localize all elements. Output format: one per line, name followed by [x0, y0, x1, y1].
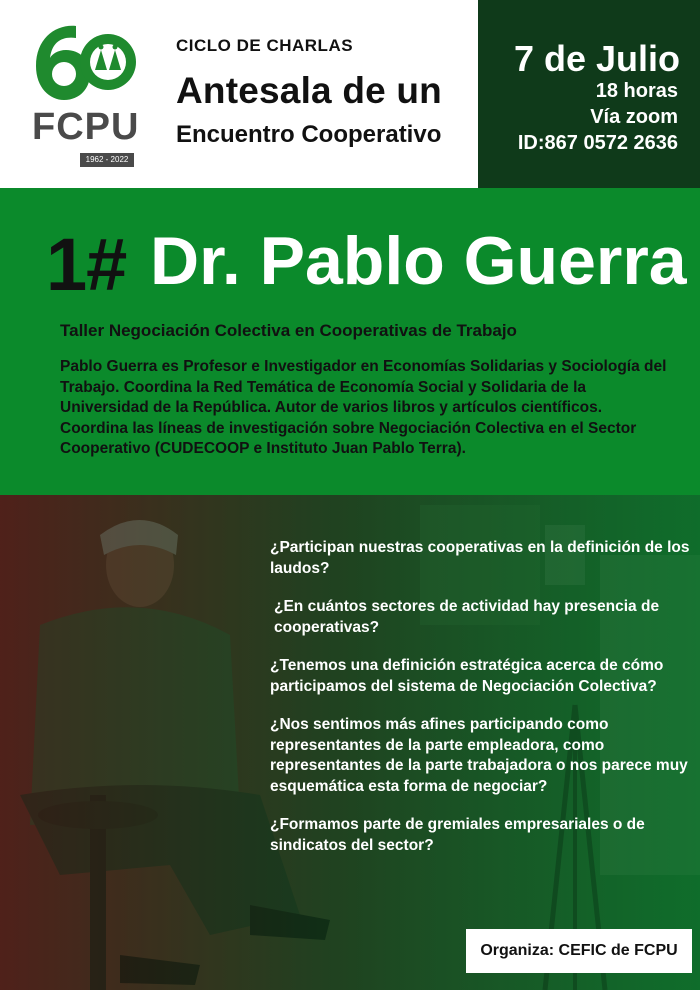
- speaker-number: 1#: [46, 223, 127, 306]
- event-meeting-id: ID:867 0572 2636: [517, 132, 678, 154]
- event-info-box: [478, 0, 700, 188]
- logo-60-graphic: [28, 18, 138, 108]
- header: [0, 0, 700, 188]
- series-label: CICLO DE CHARLAS: [176, 36, 354, 55]
- event-date: 7 de Julio: [513, 38, 680, 79]
- speaker-bio: Pablo Guerra es Profesor e Investigador en Economías Solidarias y Sociología del Trabajo. Coordina la Red Temática de Economía Social y Solidaria de la Universidad de la República. Autor de varios libros y artículos científicos. Coordina las líneas de investigación sobre Negociación Colectiva en el Sector Cooperativo (CUDECOOP e Instituto Juan Pablo Terra).: [60, 358, 667, 457]
- fcpu-logo: [28, 18, 140, 164]
- speaker-name: Dr. Pablo Guerra: [150, 223, 687, 299]
- questions-list: [270, 538, 690, 874]
- logo-years: 1962 - 2022: [80, 153, 134, 167]
- event-platform: Vía zoom: [590, 106, 678, 128]
- question-item: ¿Tenemos una definición estratégica acerca de cómo participamos del sistema de Negociación Colectiva?: [270, 657, 664, 695]
- workshop-title: Taller Negociación Colectiva en Cooperativas de Trabajo: [60, 321, 517, 340]
- question-item: ¿Nos sentimos más afines participando como representantes de la parte empleadora, como representantes de la parte trabajadora o nos parece muy esquemática esta forma de negociar?: [270, 716, 688, 795]
- question-item: ¿En cuántos sectores de actividad hay presencia de cooperativas?: [274, 598, 660, 636]
- organizer-badge: Organiza: CEFIC de FCPU: [466, 929, 692, 973]
- logo-wordmark: FCPU: [32, 106, 140, 148]
- question-item: ¿Participan nuestras cooperativas en la definición de los laudos?: [270, 539, 690, 577]
- series-subtitle: Encuentro Cooperativo: [176, 121, 442, 148]
- event-time: 18 horas: [595, 80, 678, 102]
- question-item: ¿Formamos parte de gremiales empresariales o de sindicatos del sector?: [270, 816, 645, 854]
- series-title: Antesala de un: [176, 70, 442, 111]
